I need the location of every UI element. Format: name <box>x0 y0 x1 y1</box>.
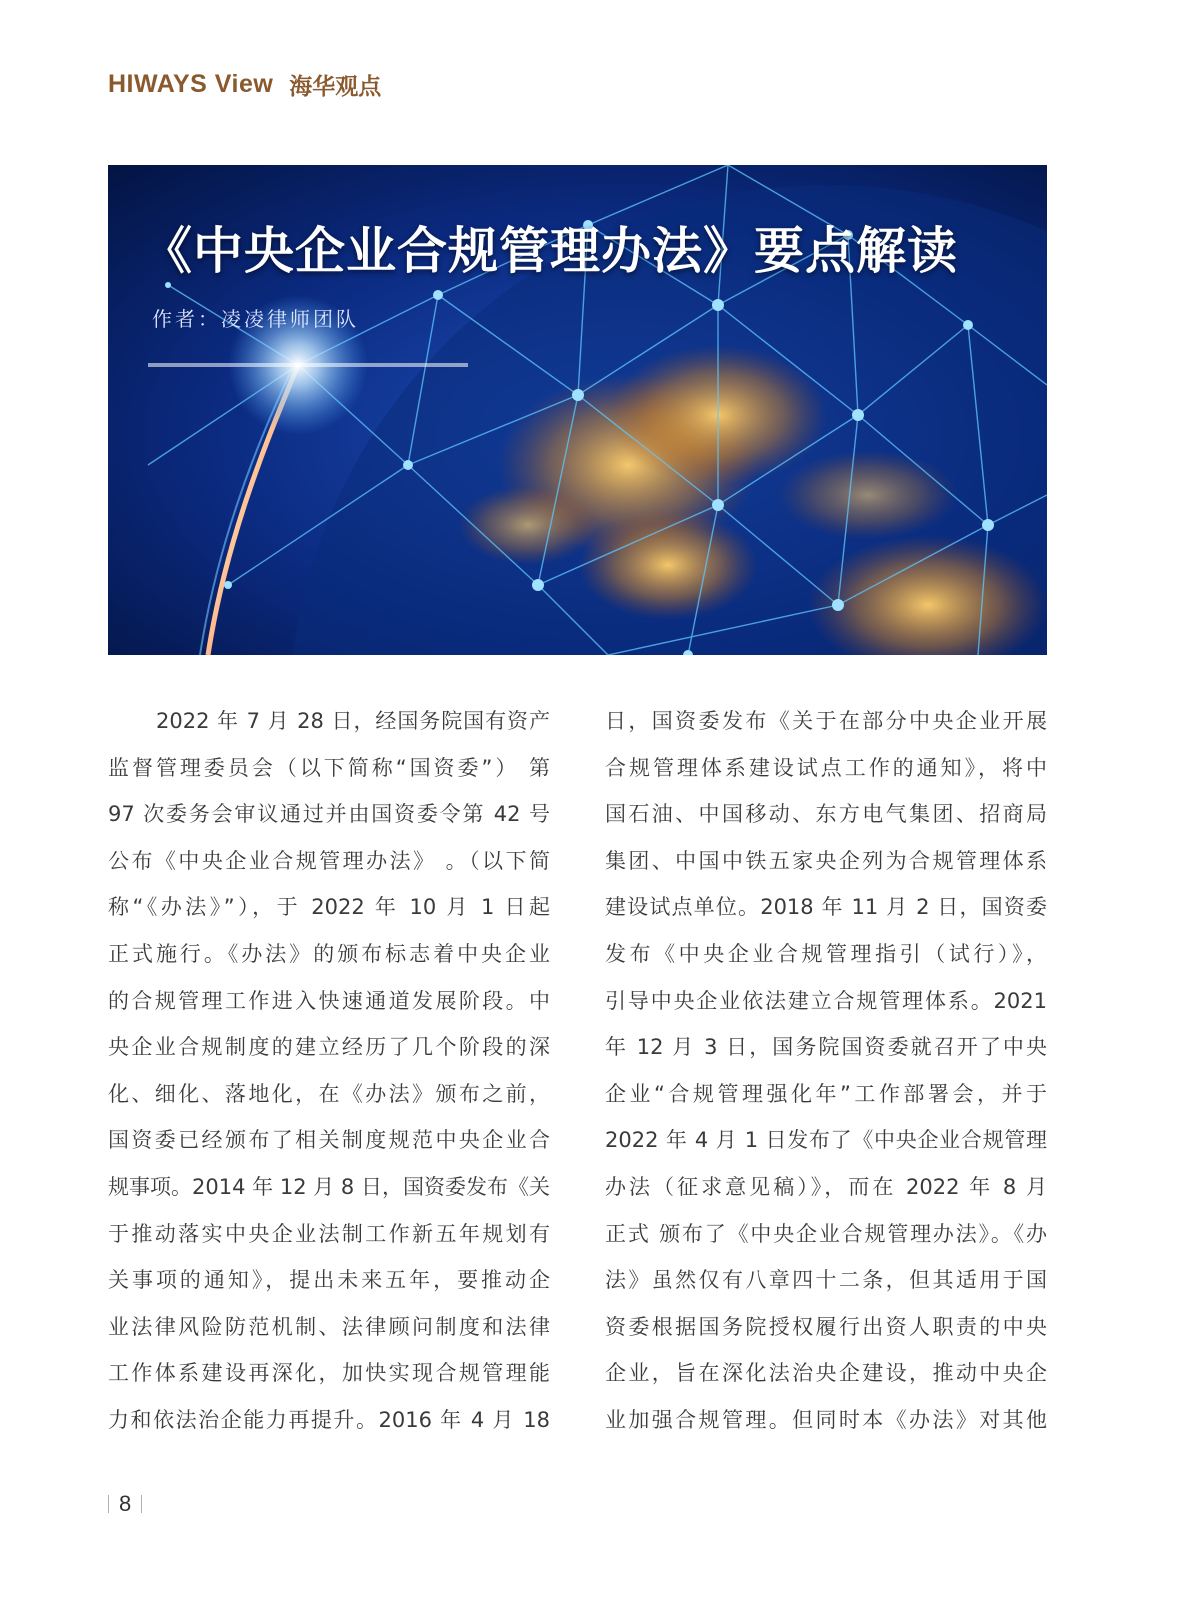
page-footer <box>108 1488 142 1520</box>
brand-name-en: HIWAYS View <box>108 69 274 98</box>
paragraph-line: 办法（征求意见稿）》，而在 2022 年 8 月 <box>605 1174 1047 1199</box>
paragraph-line: 引导中央企业依法建立合规管理体系。2021 <box>605 988 1047 1013</box>
footer-divider <box>108 1495 109 1513</box>
page-header <box>108 66 381 102</box>
body-column-left <box>108 698 550 1444</box>
paragraph-line: 合规管理体系建设试点工作的通知》，将中 <box>605 755 1047 780</box>
paragraph-line: 企业“合规管理强化年”工作部署会，并于 <box>605 1081 1047 1106</box>
page-number: 8 <box>119 1491 132 1516</box>
paragraph-line: 关事项的通知》，提出未来五年，要推动企 <box>108 1268 550 1293</box>
paragraph-line: 企业，旨在深化法治央企建设，推动中央企 <box>605 1361 1047 1386</box>
paragraph-line: 的合规管理工作进入快速通道发展阶段。中 <box>108 988 550 1013</box>
paragraph-line: 97 次委务会审议通过并由国资委令第 42 号 <box>108 802 550 827</box>
paragraph-line: 2022 年 4 月 1 日发布了《中央企业合规管理 <box>605 1128 1047 1153</box>
hero-banner <box>108 165 1047 655</box>
paragraph-line: 2022 年 7 月 28 日，经国务院国有资产 <box>156 709 550 733</box>
paragraph-line: 集团、中国中铁五家央企列为合规管理体系 <box>605 848 1047 873</box>
paragraph-line: 正式 颁布了《中央企业合规管理办法》。《办 <box>605 1221 1047 1246</box>
paragraph-line: 发布《中央企业合规管理指引（试行）》， <box>605 941 1047 966</box>
paragraph-line: 力和依法治企能力再提升。2016 年 4 月 18 <box>108 1407 550 1432</box>
paragraph-line: 日，国资委发布《关于在部分中央企业开展 <box>605 709 1047 733</box>
paragraph-line: 工作体系建设再深化，加快实现合规管理能 <box>108 1361 550 1386</box>
paragraph-line: 称“《办法》”），于 2022 年 10 月 1 日起 <box>108 895 550 920</box>
paragraph-line: 化、细化、落地化，在《办法》颁布之前， <box>108 1081 550 1106</box>
paragraph-line: 于推动落实中央企业法制工作新五年规划有 <box>108 1221 550 1246</box>
paragraph-line: 资委根据国务院授权履行出资人职责的中央 <box>605 1314 1047 1339</box>
paragraph-line: 公布《中央企业合规管理办法》 。（以下简 <box>108 848 550 873</box>
paragraph-line: 国石油、中国移动、东方电气集团、招商局 <box>605 802 1047 827</box>
paragraph-line: 正式施行。《办法》的颁布标志着中央企业 <box>108 941 550 966</box>
paragraph-line: 央企业合规制度的建立经历了几个阶段的深 <box>108 1035 550 1060</box>
paragraph-line: 建设试点单位。2018 年 11 月 2 日，国资委 <box>605 895 1047 920</box>
article-author: 作者：凌凌律师团队 <box>152 307 359 331</box>
paragraph-line: 国资委已经颁布了相关制度规范中央企业合 <box>108 1128 550 1153</box>
article-title: 《中央企业合规管理办法》要点解读 <box>142 221 958 280</box>
paragraph-line: 规事项。2014 年 12 月 8 日，国资委发布《关 <box>108 1174 550 1199</box>
brand-name-cn: 海华观点 <box>289 73 382 100</box>
body-column-right <box>605 698 1047 1444</box>
paragraph-line: 业法律风险防范机制、法律顾问制度和法律 <box>108 1314 550 1339</box>
paragraph-line: 年 12 月 3 日，国务院国资委就召开了中央 <box>605 1035 1047 1060</box>
paragraph-line: 法》虽然仅有八章四十二条，但其适用于国 <box>605 1268 1047 1293</box>
paragraph-line: 监督管理委员会（以下简称“国资委”） 第 <box>108 755 550 780</box>
paragraph-line: 业加强合规管理。但同时本《办法》对其他 <box>605 1407 1047 1432</box>
footer-divider <box>141 1495 142 1513</box>
